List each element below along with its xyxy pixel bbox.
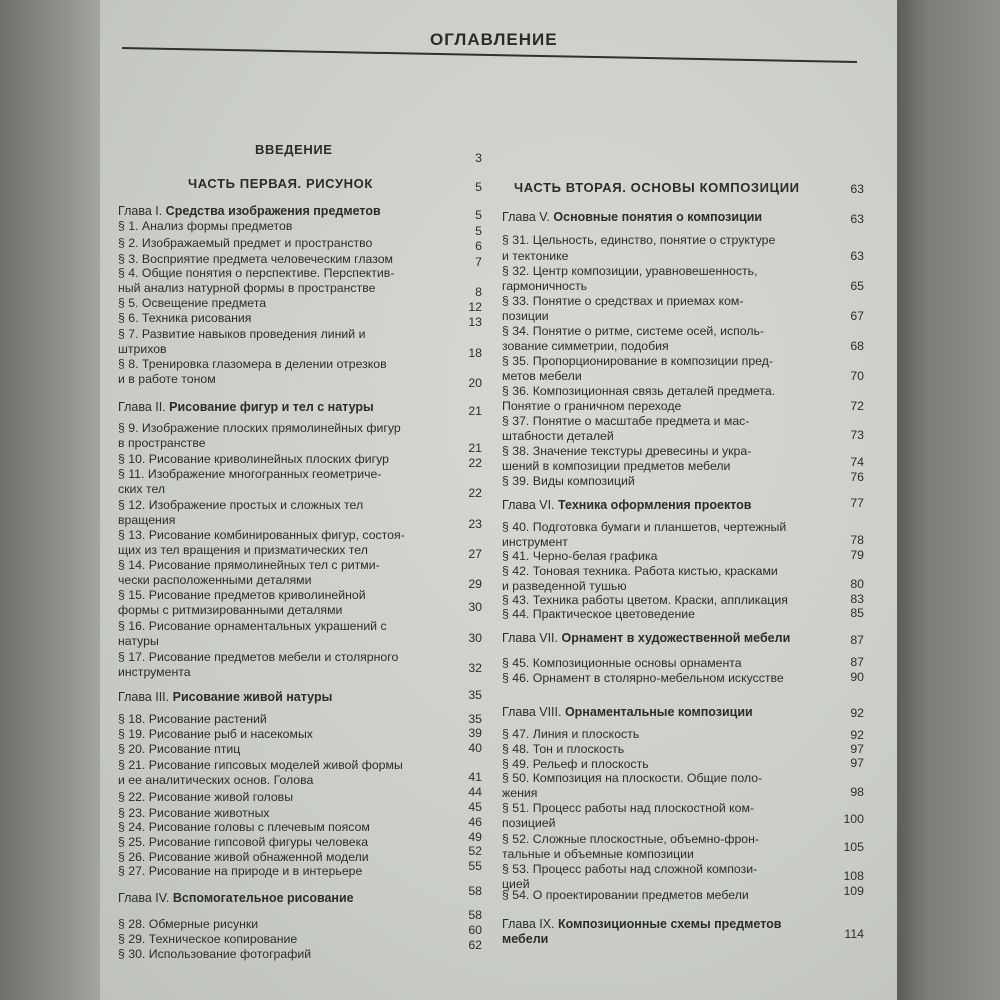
section-4-cont: ный анализ натурной формы в пространстве xyxy=(118,281,376,295)
section-7-page: 18 xyxy=(468,346,482,360)
section-35-cont: метов мебели xyxy=(502,369,582,383)
section-1: § 1. Анализ формы предметов xyxy=(118,219,293,233)
section-14-cont: чески расположенными деталями xyxy=(118,573,312,587)
section-50-cont: жения xyxy=(502,786,538,800)
section-5: § 5. Освещение предмета xyxy=(118,296,267,310)
section-25: § 25. Рисование гипсовой фигуры человека xyxy=(118,835,369,849)
section-21-cont: и ее аналитических основ. Голова xyxy=(118,773,314,787)
section-38: § 38. Значение текстуры древесины и укра- xyxy=(502,444,752,458)
section-26: § 26. Рисование живой обнаженной модели xyxy=(118,850,369,864)
section-36-page: 72 xyxy=(850,399,864,413)
section-8-page: 20 xyxy=(468,376,482,390)
chapter-2-page: 21 xyxy=(468,404,482,418)
section-36-cont: Понятие о граничном переходе xyxy=(502,399,682,413)
section-53: § 53. Процесс работы над сложной компози- xyxy=(502,862,758,876)
section-31-page: 63 xyxy=(850,249,864,263)
section-34: § 34. Понятие о ритме, системе осей, исполь- xyxy=(502,324,765,338)
chapter-2 xyxy=(118,400,374,415)
section-32-cont: гармоничность xyxy=(502,279,588,293)
section-54: § 54. О проектировании предметов мебели xyxy=(502,888,749,902)
section-43-page: 83 xyxy=(850,592,864,606)
section-53-page: 108 xyxy=(843,869,864,883)
section-2: § 2. Изображаемый предмет и пространство xyxy=(118,236,373,250)
chapter-6 xyxy=(502,498,751,513)
chapter-7-title: Орнамент в художественной мебели xyxy=(561,631,791,645)
section-6-page: 13 xyxy=(468,315,482,329)
intro-page: 3 xyxy=(475,151,482,165)
section-13-cont: щих из тел вращения и призматических тел xyxy=(118,543,368,557)
section-15-page: 30 xyxy=(468,600,482,614)
section-10-page: 22 xyxy=(468,456,482,470)
section-38-cont: шений в композиции предметов мебели xyxy=(502,459,731,473)
section-21-page: 41 xyxy=(468,770,482,784)
section-48: § 48. Тон и плоскость xyxy=(502,742,625,756)
section-52-cont: тальные и объемные композиции xyxy=(502,847,694,861)
chapter-9-cont xyxy=(502,932,548,947)
section-20: § 20. Рисование птиц xyxy=(118,742,241,756)
section-50-page: 98 xyxy=(850,785,864,799)
chapter-1-prefix: Глава I. xyxy=(118,204,163,218)
section-15: § 15. Рисование предметов криволинейной xyxy=(118,588,366,602)
part1-page: 5 xyxy=(475,180,482,194)
section-3: § 3. Восприятие предмета человеческим глазом xyxy=(118,252,393,266)
section-16-cont: натуры xyxy=(118,634,159,648)
section-40: § 40. Подготовка бумаги и планшетов, чертежный xyxy=(502,520,787,534)
section-7: § 7. Развитие навыков проведения линий и xyxy=(118,327,366,341)
section-9-cont: в пространстве xyxy=(118,436,206,450)
chapter-9-prefix: Глава IX. xyxy=(502,917,555,931)
section-11-page: 22 xyxy=(468,486,482,500)
section-6: § 6. Техника рисования xyxy=(118,311,252,325)
section-17-page: 32 xyxy=(468,661,482,675)
section-37: § 37. Понятие о масштабе предмета и мас- xyxy=(502,414,750,428)
chapter-6-title: Техника оформления проектов xyxy=(558,498,752,512)
section-20-page: 40 xyxy=(468,741,482,755)
section-40-cont: инструмент xyxy=(502,535,568,549)
chapter-8 xyxy=(502,705,753,720)
section-17: § 17. Рисование предметов мебели и столярного xyxy=(118,650,399,664)
section-33-cont: позиции xyxy=(502,309,549,323)
chapter-5-prefix: Глава V. xyxy=(502,210,550,224)
section-34-page: 68 xyxy=(850,339,864,353)
section-19-page: 39 xyxy=(468,726,482,740)
section-9-page: 21 xyxy=(468,441,482,455)
section-23-page: 45 xyxy=(468,800,482,814)
section-49-page: 97 xyxy=(850,756,864,770)
section-42-cont: и разведенной тушью xyxy=(502,579,627,593)
section-32: § 32. Центр композиции, уравновешенность, xyxy=(502,264,758,278)
section-33-page: 67 xyxy=(850,309,864,323)
section-16: § 16. Рисование орнаментальных украшений с xyxy=(118,619,387,633)
section-52-page: 105 xyxy=(843,840,864,854)
section-51: § 51. Процесс работы над плоскостной ком- xyxy=(502,801,755,815)
chapter-4-prefix: Глава IV. xyxy=(118,891,170,905)
section-28: § 28. Обмерные рисунки xyxy=(118,917,259,931)
section-45: § 45. Композиционные основы орнамента xyxy=(502,656,742,670)
section-15-cont: формы с ритмизированными деталями xyxy=(118,603,343,617)
section-49: § 49. Рельеф и плоскость xyxy=(502,757,649,771)
page-title: ОГЛАВЛЕНИЕ xyxy=(430,30,558,49)
section-12: § 12. Изображение простых и сложных тел xyxy=(118,498,364,512)
section-31-cont: и тектонике xyxy=(502,249,569,263)
section-28-page: 58 xyxy=(468,908,482,922)
chapter-9 xyxy=(502,917,781,932)
section-27-page: 55 xyxy=(468,859,482,873)
section-8-cont: и в работе тоном xyxy=(118,372,216,386)
chapter-5-page: 63 xyxy=(850,212,864,226)
section-53-cont: цией xyxy=(502,877,530,891)
section-39: § 39. Виды композиций xyxy=(502,474,635,488)
section-14: § 14. Рисование прямолинейных тел с ритми- xyxy=(118,558,380,572)
section-51-cont: позицией xyxy=(502,816,556,830)
section-51-page: 100 xyxy=(843,812,864,826)
section-38-page: 74 xyxy=(850,455,864,469)
section-44-page: 85 xyxy=(850,606,864,620)
section-9: § 9. Изображение плоских прямолинейных фигур xyxy=(118,421,401,435)
section-11: § 11. Изображение многогранных геометриче- xyxy=(118,467,382,481)
section-24-page: 46 xyxy=(468,815,482,829)
chapter-3-prefix: Глава III. xyxy=(118,690,170,704)
section-47-page: 92 xyxy=(850,728,864,742)
intro-label: ВВЕДЕНИЕ xyxy=(255,142,333,157)
part2-page: 63 xyxy=(850,182,864,196)
chapter-7 xyxy=(502,631,790,646)
chapter-8-title: Орнаментальные композиции xyxy=(564,705,753,719)
part2-label: ЧАСТЬ ВТОРАЯ. ОСНОВЫ КОМПОЗИЦИИ xyxy=(514,180,800,195)
section-18-page: 35 xyxy=(468,712,482,726)
section-12-cont: вращения xyxy=(118,513,176,527)
chapter-9-title: Композиционные схемы предметов xyxy=(558,917,782,931)
chapter-7-prefix: Глава VII. xyxy=(502,631,558,645)
section-35-page: 70 xyxy=(850,369,864,383)
section-19: § 19. Рисование рыб и насекомых xyxy=(118,727,313,741)
chapter-1-page: 5 xyxy=(475,208,482,222)
chapter-5-title: Основные понятия о композиции xyxy=(553,210,763,224)
section-8: § 8. Тренировка глазомера в делении отрезков xyxy=(118,357,387,371)
book-spine-shadow xyxy=(0,0,100,1000)
section-1-page: 5 xyxy=(475,224,482,238)
chapter-2-prefix: Глава II. xyxy=(118,400,166,414)
section-29: § 29. Техническое копирование xyxy=(118,932,298,946)
chapter-6-prefix: Глава VI. xyxy=(502,498,555,512)
section-34-cont: зование симметрии, подобия xyxy=(502,339,669,353)
section-32-page: 65 xyxy=(850,279,864,293)
chapter-5 xyxy=(502,210,762,225)
section-4-page: 8 xyxy=(475,285,482,299)
chapter-9-page: 114 xyxy=(844,927,864,941)
chapter-3 xyxy=(118,690,332,705)
chapter-4-page: 58 xyxy=(468,884,482,898)
section-31: § 31. Цельность, единство, понятие о структуре xyxy=(502,233,776,247)
section-17-cont: инструмента xyxy=(118,665,191,679)
chapter-1 xyxy=(118,204,381,219)
section-40-page: 78 xyxy=(850,533,864,547)
chapter-6-page: 77 xyxy=(850,496,864,510)
title-underline xyxy=(122,44,857,64)
section-27: § 27. Рисование на природе и в интерьере xyxy=(118,864,363,878)
section-42-page: 80 xyxy=(850,577,864,591)
chapter-7-page: 87 xyxy=(850,633,864,647)
section-12-page: 23 xyxy=(468,517,482,531)
section-13-page: 27 xyxy=(468,547,482,561)
section-50: § 50. Композиция на плоскости. Общие поло- xyxy=(502,771,763,785)
section-14-page: 29 xyxy=(468,577,482,591)
section-46-page: 90 xyxy=(850,670,864,684)
section-48-page: 97 xyxy=(850,742,864,756)
section-35: § 35. Пропорционирование в композиции пред- xyxy=(502,354,774,368)
section-39-page: 76 xyxy=(850,470,864,484)
chapter-2-title: Рисование фигур и тел с натуры xyxy=(169,400,374,414)
section-36: § 36. Композиционная связь деталей предмета. xyxy=(502,384,776,398)
chapter-8-prefix: Глава VIII. xyxy=(502,705,562,719)
section-7-cont: штрихов xyxy=(118,342,167,356)
section-30-page: 62 xyxy=(468,938,482,952)
section-13: § 13. Рисование комбинированных фигур, состоя- xyxy=(118,528,405,542)
section-54-page: 109 xyxy=(843,884,864,898)
section-30: § 30. Использование фотографий xyxy=(118,947,312,961)
section-37-cont: штабности деталей xyxy=(502,429,614,443)
section-44: § 44. Практическое цветоведение xyxy=(502,607,695,621)
section-3-page: 7 xyxy=(475,255,482,269)
section-11-cont: ских тел xyxy=(118,482,166,496)
chapter-3-page: 35 xyxy=(468,688,482,702)
section-46: § 46. Орнамент в столярно-мебельном искусстве xyxy=(502,671,784,685)
section-41: § 41. Черно-белая графика xyxy=(502,549,658,563)
section-4: § 4. Общие понятия о перспективе. Перспектив- xyxy=(118,266,395,280)
opposite-page-edge xyxy=(897,0,1000,1000)
chapter-1-title: Средства изображения предметов xyxy=(165,204,381,218)
section-21: § 21. Рисование гипсовых моделей живой формы xyxy=(118,758,403,772)
chapter-4-title: Вспомогательное рисование xyxy=(172,891,354,905)
chapter-9-title-cont: мебели xyxy=(502,932,549,946)
contents-page xyxy=(100,0,897,1000)
section-42: § 42. Тоновая техника. Работа кистью, красками xyxy=(502,564,778,578)
chapter-8-page: 92 xyxy=(850,706,864,720)
part1-label: ЧАСТЬ ПЕРВАЯ. РИСУНОК xyxy=(188,176,373,191)
section-33: § 33. Понятие о средствах и приемах ком- xyxy=(502,294,744,308)
section-26-page: 52 xyxy=(468,844,482,858)
section-23: § 23. Рисование животных xyxy=(118,806,270,820)
section-37-page: 73 xyxy=(850,428,864,442)
chapter-4 xyxy=(118,891,354,906)
section-5-page: 12 xyxy=(468,300,482,314)
section-22-page: 44 xyxy=(468,785,482,799)
section-10: § 10. Рисование криволинейных плоских фигур xyxy=(118,452,389,466)
section-29-page: 60 xyxy=(468,923,482,937)
section-25-page: 49 xyxy=(468,830,482,844)
section-41-page: 79 xyxy=(850,548,864,562)
section-45-page: 87 xyxy=(850,655,864,669)
section-18: § 18. Рисование растений xyxy=(118,712,267,726)
section-47: § 47. Линия и плоскость xyxy=(502,727,640,741)
section-43: § 43. Техника работы цветом. Краски, аппликация xyxy=(502,593,788,607)
section-16-page: 30 xyxy=(468,631,482,645)
section-52: § 52. Сложные плоскостные, объемно-фрон- xyxy=(502,832,760,846)
section-24: § 24. Рисование головы с плечевым поясом xyxy=(118,820,370,834)
section-22: § 22. Рисование живой головы xyxy=(118,790,294,804)
chapter-3-title: Рисование живой натуры xyxy=(172,690,333,704)
section-2-page: 6 xyxy=(475,239,482,253)
